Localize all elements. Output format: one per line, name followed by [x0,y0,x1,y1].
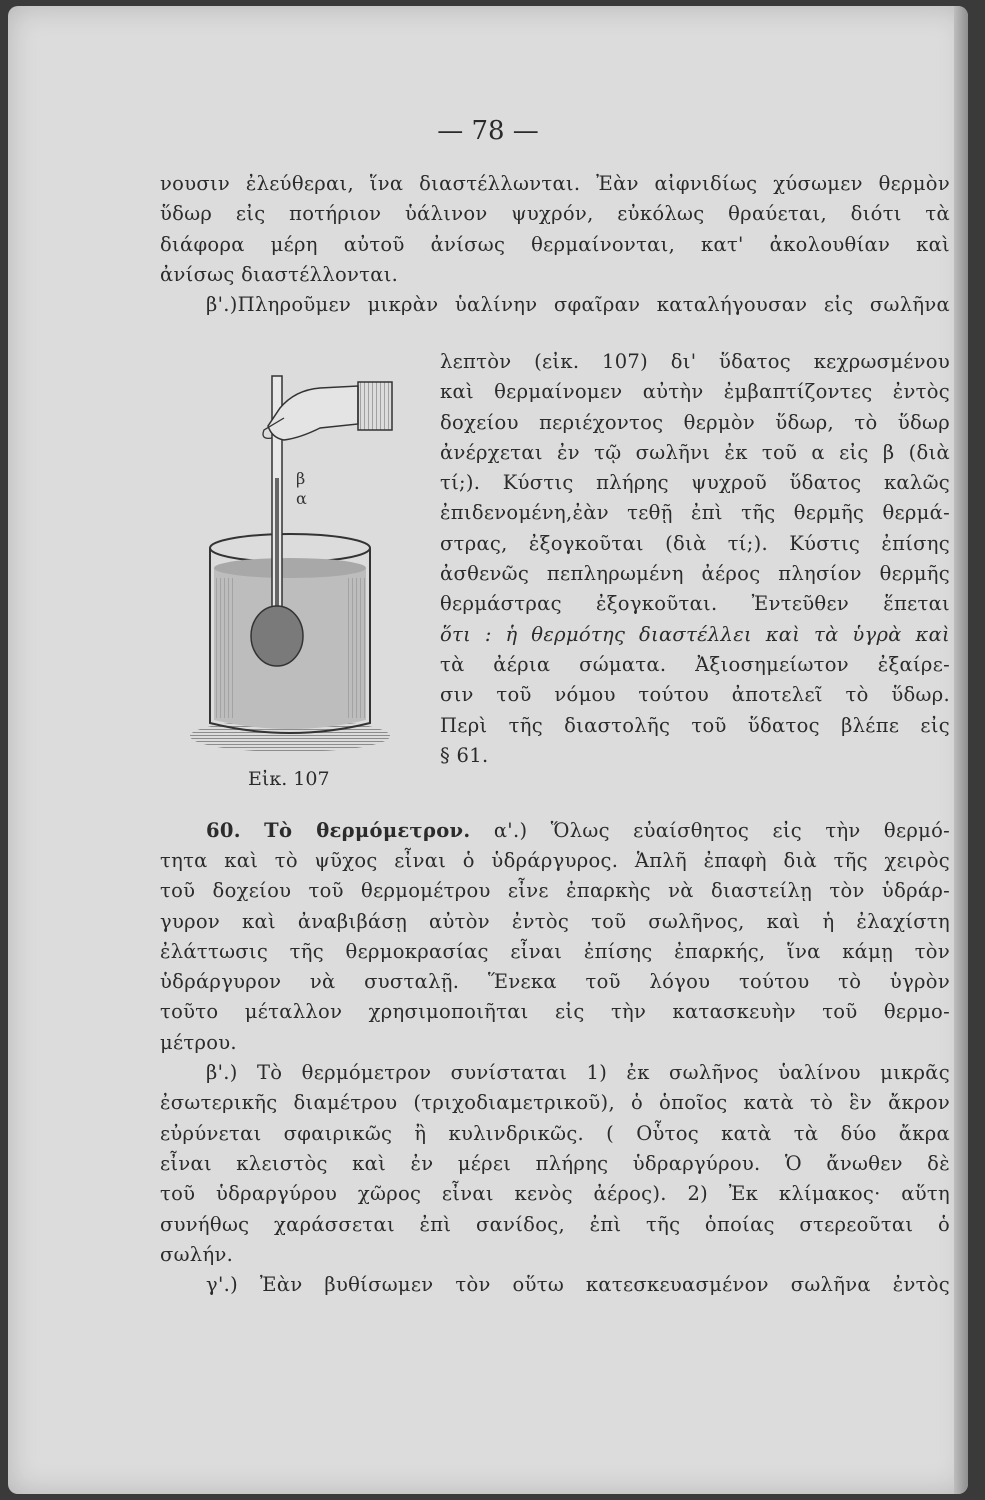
text-line: ἐσωτερικῆς διαμέτρου (τριχοδιαμετρικοῦ), ὁ ὁποῖος κατὰ τὸ ἓν ἄκρον [160,1091,950,1115]
book-page [8,6,968,1494]
figure-caption: Εἰκ. 107 [248,768,330,790]
section-title: Τὸ θερμόμετρον. [264,819,471,842]
paragraph-side [440,347,950,771]
paragraph-top [160,169,950,320]
text-line: ὑδράργυρον νὰ συσταλῇ. Ἕνεκα τοῦ λόγου τούτου τὸ ὑγρὸν [160,970,950,994]
text-line: τοῦ δοχείου τοῦ θερμομέτρου εἶνε ἐπαρκὴς νὰ διαστείλῃ τὸν ὑδράρ- [160,879,950,903]
label-b: β [296,469,306,488]
section-number: 60. [206,819,241,842]
text-line: ἀνέρχεται ἐν τῷ σωλῆνι ἐκ τοῦ α εἰς β (διὰ [440,440,950,464]
text-line: σιν τοῦ νόμου τούτου ἀποτελεῖ τὸ ὕδωρ. [440,683,950,707]
text-line: δοχείου περιέχοντος θερμὸν ὕδωρ, τὸ ὕδωρ [440,410,950,434]
figure-flask-illustration [180,368,430,788]
text-line: τὰ ἀέρια σώματα. Ἀξιοσημείωτον ἐξαίρε- [440,652,950,676]
text-line: ἀνίσως διαστέλλονται. [160,262,399,286]
section-first-line-text: α'.) Ὅλως εὐαίσθητος εἰς τὴν θερμό- [493,819,950,842]
text-line: σωλήν. [160,1242,234,1266]
text-line: ἐλάττωσις τῆς θερμοκρασίας εἶναι ἐπίσης ἐπαρκής, ἵνα κάμῃ τὸν [160,939,950,963]
text-line: μέτρου. [160,1030,237,1054]
text-line: νουσιν ἐλεύθεραι, ἵνα διαστέλλωνται. Ἐὰν αἰφνιδίως χύσωμεν θερμὸν [160,172,950,195]
text-line: στρας, ἐξογκοῦται (διὰ τί;). Κύστις ἐπίσης [440,531,950,555]
text-line: γυρον καὶ ἀναβιβάσῃ αὐτὸν ἐντὸς τοῦ σωλῆνος, καὶ ἡ ἐλαχίστη [160,909,950,933]
text-line: θερμάστρας ἐξογκοῦται. Ἐντεῦθεν ἕπεται [440,592,950,616]
text-line: § 61. [440,743,489,767]
text-line: β'.) Τὸ θερμόμετρον συνίσταται 1) ἐκ σωλῆνος ὑαλίνου μικρᾶς [206,1061,950,1085]
section-first-line [160,816,950,846]
text-line: ἐπιδενομένη,ἐὰν τεθῇ ἐπὶ τῆς θερμῆς θερμά- [440,501,950,525]
text-line: ἀσθενῶς πεπληρωμένη ἀέρος πλησίον θερμῆς [440,562,950,586]
text-line: β'.)Πληροῦμεν μικρὰν ὑαλίνην σφαῖραν καταλήγουσαν εἰς σωλῆνα [206,293,950,317]
text-line: Περὶ τῆς διαστολῆς τοῦ ὕδατος βλέπε εἰς [440,713,950,737]
page-number: — 78 — [437,116,539,146]
text-line: τί;). Κύστις πλήρης ψυχροῦ ὕδατος καλῶς [440,471,950,495]
page-spine-shadow [954,6,968,1494]
text-line: εἶναι κλειστὸς καὶ ἐν μέρει πλήρης ὑδραργύρου. Ὁ ἄνωθεν δὲ [160,1151,950,1175]
text-line: λεπτὸν (εἰκ. 107) δι' ὕδατος κεχρωσμένου [440,350,950,373]
text-line: καὶ θερμαίνομεν αὐτὴν ἐμβαπτίζοντες ἐντὸς [440,380,950,404]
label-a: α [296,489,307,508]
paragraph-bottom [160,846,950,1300]
text-line: τητα καὶ τὸ ψῦχος εἶναι ὁ ὑδράργυρος. Ἁπλῆ ἐπαφὴ διὰ τῆς χειρὸς [160,849,950,872]
text-line: ὅτι : ἡ θερμότης διαστέλλει καὶ τὰ ὑγρὰ καὶ [440,622,950,646]
text-line: τοῦ ὑδραργύρου χῶρος εἶναι κενὸς ἀέρος). 2) Ἐκ κλίμακος· αὕτη [160,1182,950,1206]
text-line: συνήθως χαράσσεται ἐπὶ σανίδος, ἐπὶ τῆς ὁποίας στερεοῦται ὁ [160,1212,950,1236]
text-line: ὕδωρ εἰς ποτήριον ὑάλινον ψυχρόν, εὐκόλως θραύεται, διότι τὰ [160,202,950,226]
text-line: διάφορα μέρη αὐτοῦ ἀνίσως θερμαίνονται, κατ' ἀκολουθίαν καὶ [160,232,950,256]
text-line: γ'.) Ἐὰν βυθίσωμεν τὸν οὕτω κατεσκευασμένον σωλῆνα ἐντὸς [206,1273,950,1297]
text-line: τοῦτο μέταλλον χρησιμοποιῆται εἰς τὴν κατασκευὴν τοῦ θερμο- [160,1000,950,1024]
text-line: εὐρύνεται σφαιρικῶς ἢ κυλινδρικῶς. ( Οὗτος κατὰ τὰ δύο ἄκρα [160,1121,950,1145]
